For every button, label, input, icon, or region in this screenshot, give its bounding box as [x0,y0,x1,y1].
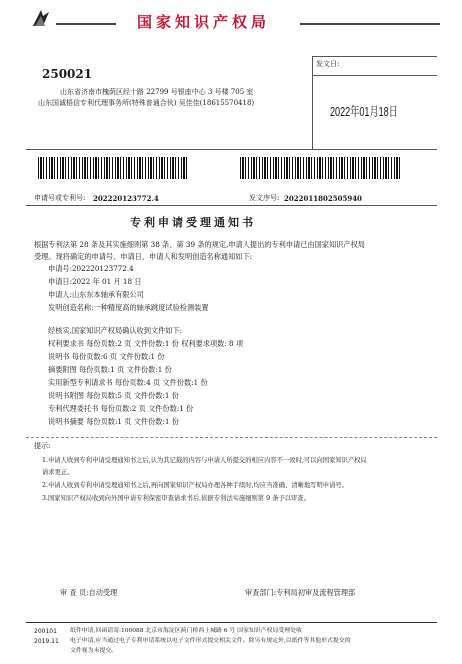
application-no-label: 申请号或专利号: [34,194,86,202]
cnipa-logo-icon [31,8,51,28]
doc-item: 摘要附图 每份页数:1 页 文件份数:1 份 [48,365,172,374]
footer-rule [26,622,437,623]
note-line: 3.国家知识产权局收到向外国申请专利保密审查请求书后,依据专利法实施细则第 9 条予以审查。 [42,495,310,502]
doc-item: 说明书 每份页数:6 页 文件份数:1 份 [48,352,165,361]
field-application-date: 申请日:2022 年 01 月 18 日 [48,277,142,286]
ids-underline [26,205,437,206]
doc-item: 说明书附图 每份页数:5 页 文件份数:1 份 [48,391,179,400]
box-mid [312,75,437,76]
header-rule-left [56,23,116,25]
footer-line-1: 纸件申请,回函请寄:100088 北京市海淀区蓟门桥西土城路 6 号 国家知识产权局受理处收 [70,628,302,634]
field-application-no: 申请号:202220123772.4 [48,264,134,273]
form-code: 200101 [34,628,57,635]
issue-date-label: 发文日: [316,60,340,68]
office-emblem [31,8,51,28]
intro-line-2: 受理。现将确定的申请号、申请日、申请人和发明创造名称通知如下: [34,252,253,261]
examining-department: 审查部门:专利局初审及流程管理部 [245,588,356,597]
doc-item: 实用新型专利请求书 每份页数:4 页 文件份数:1 份 [48,378,208,387]
note-line: 2.申请人收到专利申请受理通知书之后,再向国家知识产权局办理各种手续时,均应当准确、清晰地写明申请号。 [42,482,348,489]
doc-item: 专利代理委托书 每份页数:2 页 文件份数:1 份 [48,404,194,413]
box-top-right [312,56,437,57]
header-rule-right [300,23,440,25]
doc-item: 说明书摘要 每份页数:1 页 文件份数:1 份 [48,417,179,426]
document-title: 专利申请受理通知书 [130,216,256,229]
notes-divider [26,437,437,438]
serial-no-label: 发文序号: [249,194,280,202]
postcode: 250021 [42,67,93,81]
footer-line-3: 文件视为未提交。 [70,648,118,654]
intro-line-1: 根据专利法第 28 条及其实施细则第 38 条、第 39 条的规定,申请人提出的专利申请已由国家知识产权局 [34,240,365,249]
address-line: 山东省济南市槐荫区经十路 22799 号银座中心 3 号楼 705 室 [60,88,254,96]
barcode-left [38,157,188,179]
field-applicant: 申请人:山东东本轴承有限公司 [48,290,144,299]
office-name: 国家知识产权局 [137,13,271,31]
serial-no: 2022011802505940 [284,194,362,203]
note-line: 请求更正。 [42,469,74,476]
footer-line-2: 电子申请,应当通过电子专利申请系统以电子文件形式提交相关文件。除另有规定外,以纸件等其他形式提交的 [70,638,351,644]
box-divider [312,56,313,149]
examiner: 审 查 员:自动受理 [60,588,118,597]
issue-date: 2022年01月18日 [330,104,398,119]
notes-label: 提示: [34,442,51,450]
agent-line: 山东国诚梧信专利代理事务所(特殊普通合伙) 吴佳佳(18615570418) [38,99,255,107]
box-bottom [26,149,437,150]
note-line: 1.申请人收到专利申请受理通知书之后,认为其记载的内容与申请人所提交的相应内容不一致时,可以向国家知识产权局 [42,457,367,464]
check-intro: 经核实,国家知识产权局确认收到文件如下: [48,326,183,335]
barcode-right [240,157,400,179]
form-version: 2019.11 [34,638,59,645]
field-invention-title: 发明创造名称:一种精度高的轴承跳度试验检测装置 [48,303,209,312]
application-no: 202220123772.4 [93,194,159,203]
doc-item: 权利要求书 每份页数:2 页 文件份数:1 份 权利要求项数: 8 项 [48,339,244,348]
